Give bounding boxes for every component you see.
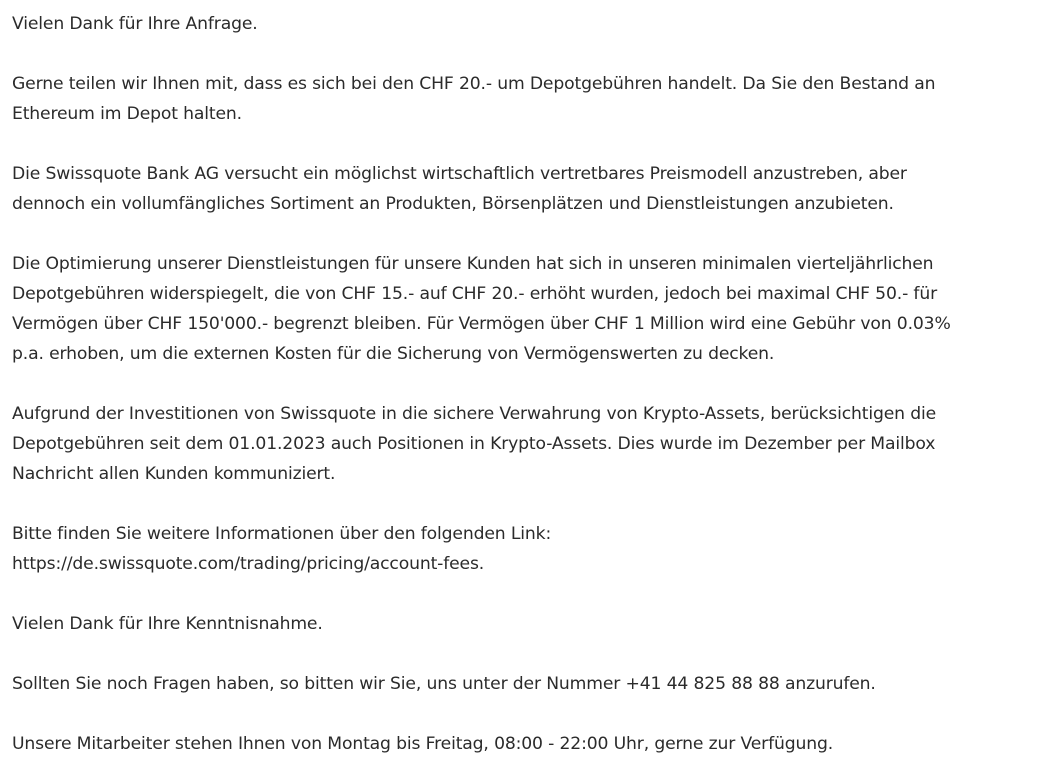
crypto-assets-line-2: Depotgebühren seit dem 01.01.2023 auch Positionen in Krypto-Assets. Dies wurde im Dezember per Mailbox [12,434,936,454]
fee-optimization-line-2: Depotgebühren widerspiegelt, die von CHF 15.- auf CHF 20.- erhöht wurden, jedoch bei maximal CHF 50.- für [12,284,937,304]
fee-optimization-line-1: Die Optimierung unserer Dienstleistungen für unsere Kunden hat sich in unseren minimalen vierteljährlichen [12,254,934,274]
crypto-assets-line-3: Nachricht allen Kunden kommuniziert. [12,464,336,484]
thanks-text: Vielen Dank für Ihre Kenntnisnahme. [12,614,323,634]
fee-optimization-paragraph [12,249,1039,369]
thanks-paragraph [12,609,1039,639]
greeting-text: Vielen Dank für Ihre Anfrage. [12,14,258,34]
pricing-model-paragraph [12,159,1039,219]
pricing-model-line-1: Die Swissquote Bank AG versucht ein möglichst wirtschaftlich vertretbares Preismodell anzustreben, aber [12,164,907,184]
account-fees-link-text: https://de.swissquote.com/trading/pricing/account-fees. [12,554,485,574]
depot-fee-line-2: Ethereum im Depot halten. [12,104,242,124]
greeting-paragraph [12,9,1039,39]
availability-paragraph [12,729,1039,759]
availability-text: Unsere Mitarbeiter stehen Ihnen von Montag bis Freitag, 08:00 - 22:00 Uhr, gerne zur Verfügung. [12,734,834,754]
more-info-line: Bitte finden Sie weitere Informationen über den folgenden Link: [12,524,552,544]
depot-fee-paragraph [12,69,1039,129]
fee-optimization-line-4: p.a. erhoben, um die externen Kosten für die Sicherung von Vermögenswerten zu decken. [12,344,775,364]
pricing-model-line-2: dennoch ein vollumfängliches Sortiment an Produkten, Börsenplätzen und Dienstleistungen anzubieten. [12,194,894,214]
questions-text: Sollten Sie noch Fragen haben, so bitten wir Sie, uns unter der Nummer +41 44 825 88 88 anzurufen. [12,674,876,694]
depot-fee-line-1: Gerne teilen wir Ihnen mit, dass es sich bei den CHF 20.- um Depotgebühren handelt. Da Sie den Bestand an [12,74,936,94]
crypto-assets-paragraph [12,399,1039,489]
fee-optimization-line-3: Vermögen über CHF 150'000.- begrenzt bleiben. Für Vermögen über CHF 1 Million wird eine Gebühr von 0.03% [12,314,951,334]
message-body [12,9,1039,759]
more-info-paragraph [12,519,1039,579]
questions-paragraph [12,669,1039,699]
crypto-assets-line-1: Aufgrund der Investitionen von Swissquote in die sichere Verwahrung von Krypto-Assets, berücksichtigen die [12,404,937,424]
